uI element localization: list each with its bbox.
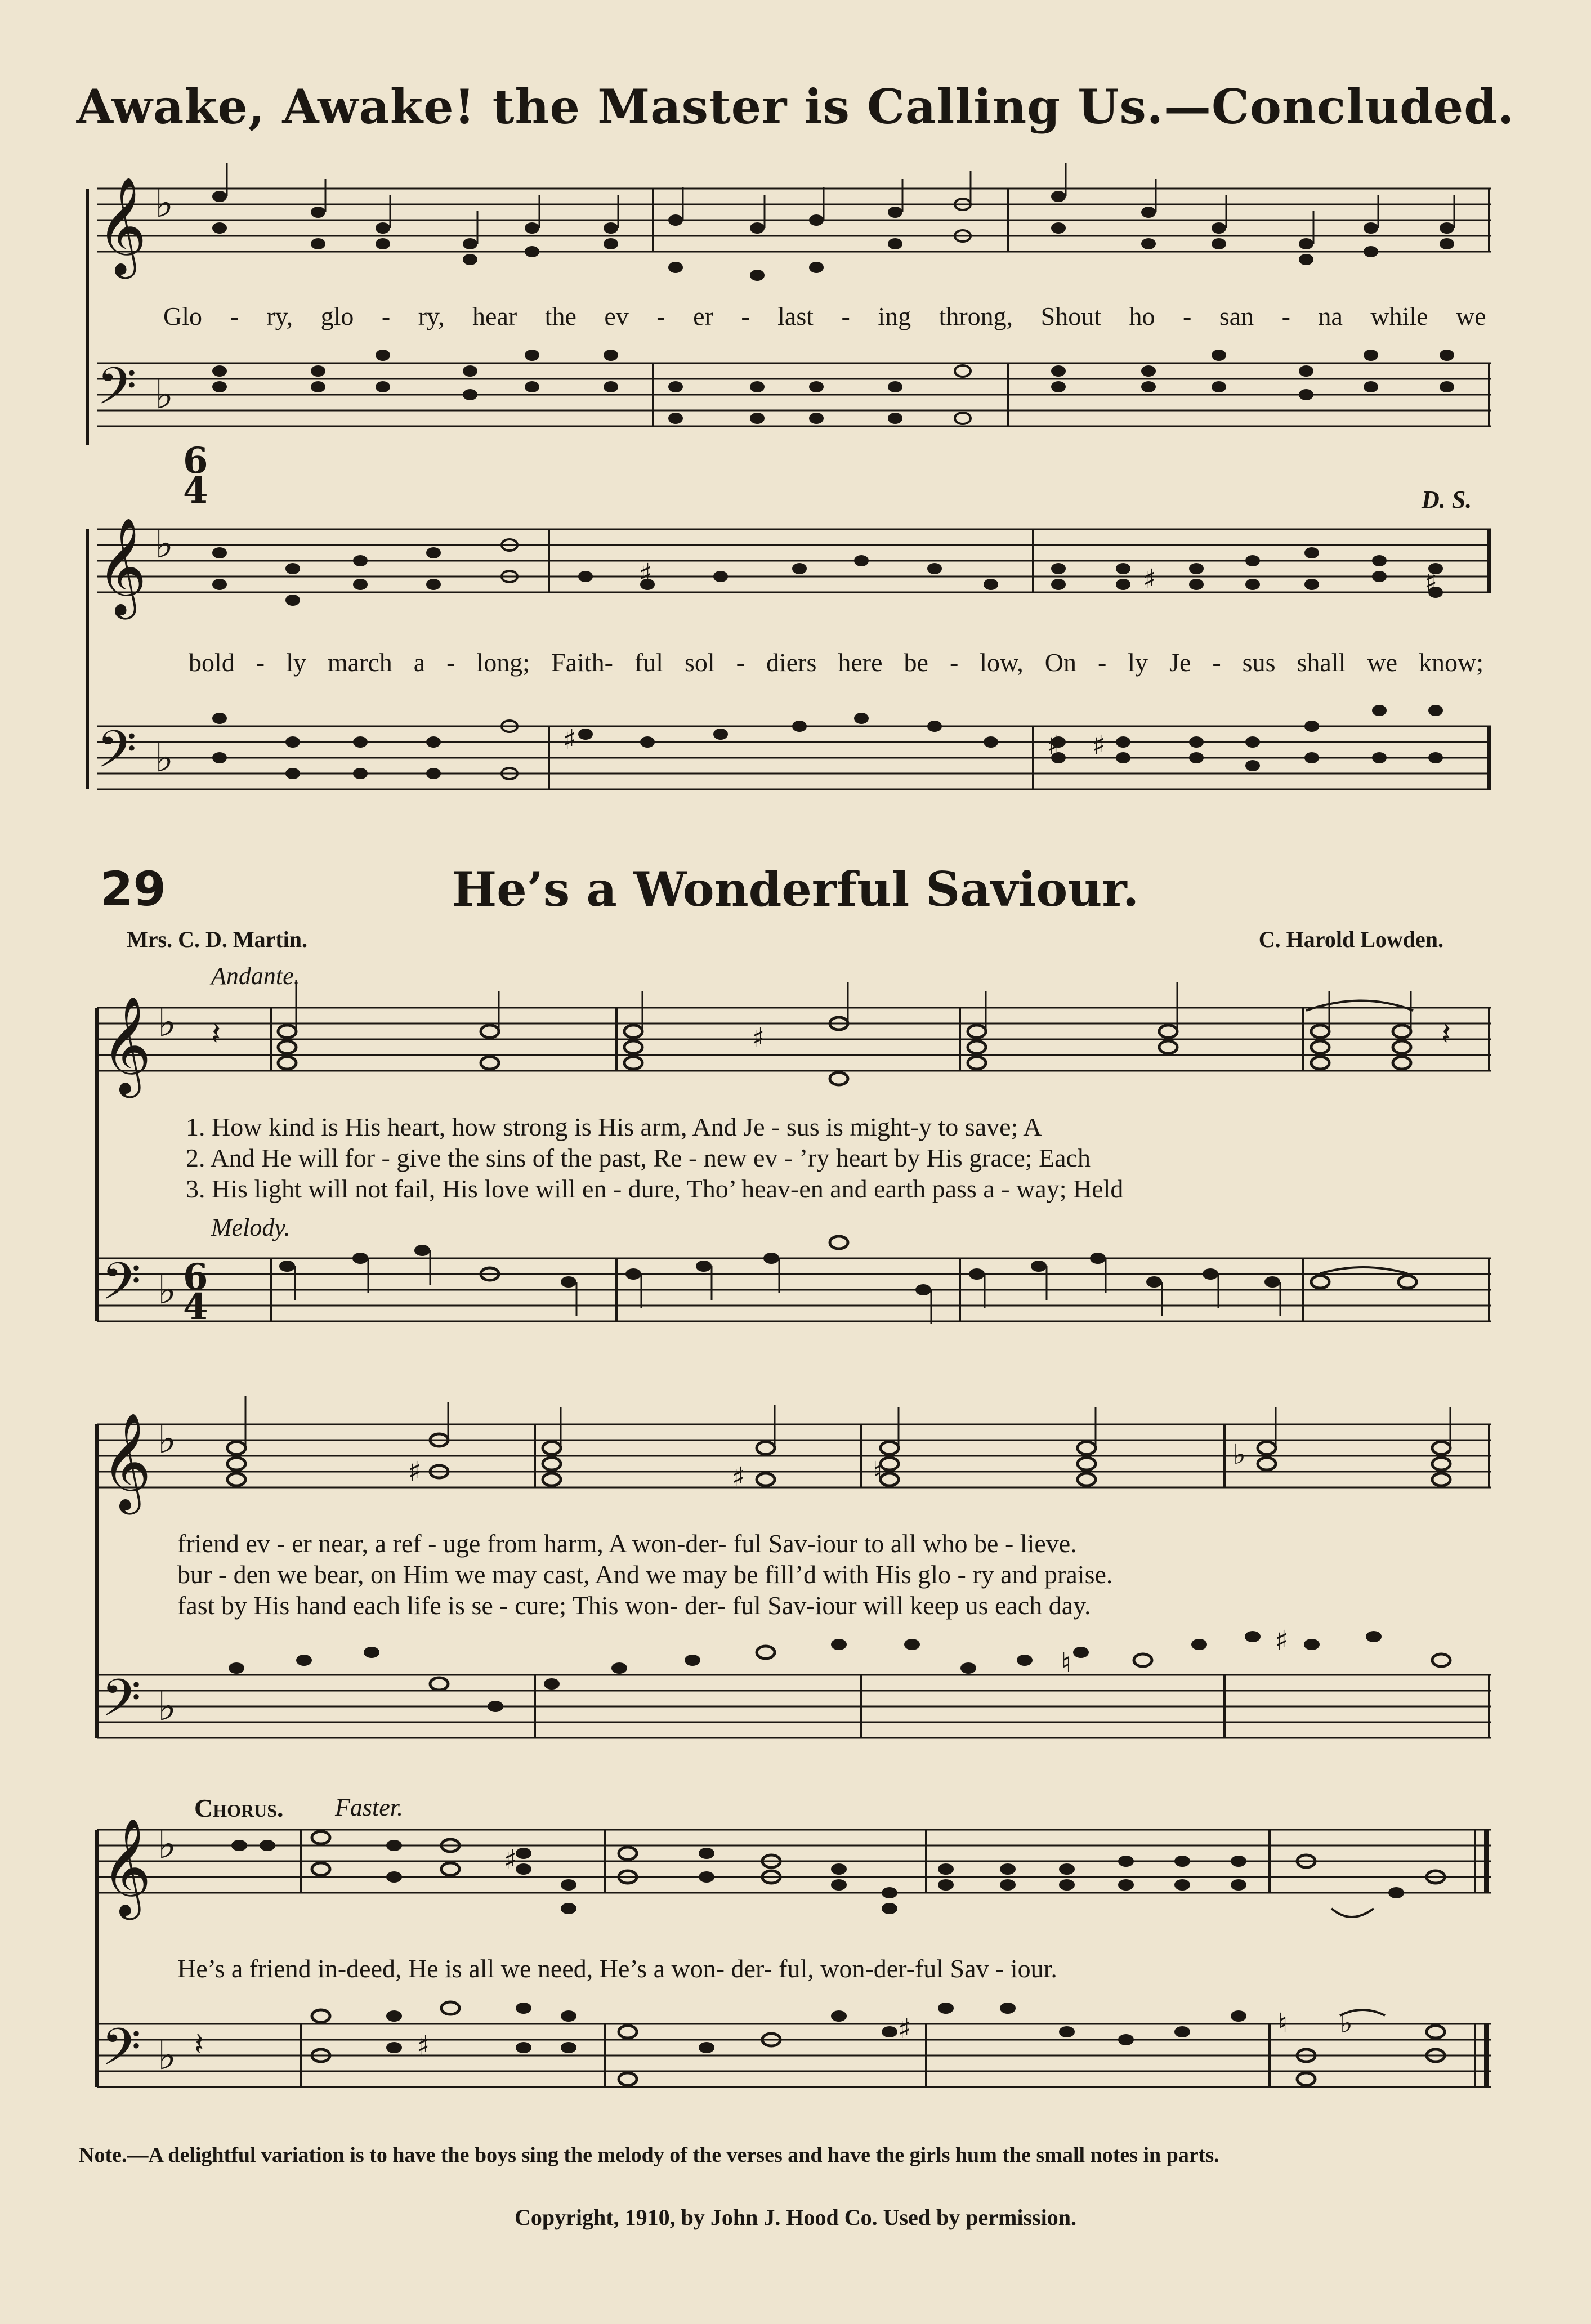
- svg-text:𝄞: 𝄞: [97, 177, 147, 275]
- lyric-syllable: we: [1456, 302, 1486, 330]
- lyricist-credit: Mrs. C. D. Martin.: [127, 927, 308, 952]
- svg-text:♯: ♯: [417, 2030, 430, 2062]
- lyric-syllable: last: [777, 302, 814, 330]
- svg-text:♭: ♭: [158, 1416, 177, 1462]
- svg-text:♭: ♭: [158, 999, 177, 1045]
- svg-text:♯: ♯: [563, 724, 576, 756]
- system-5-treble: [97, 1830, 1491, 1893]
- lyric-syllable: sus: [1242, 648, 1276, 677]
- svg-text:♭: ♭: [1340, 2008, 1353, 2039]
- lyric-syllable: here: [838, 648, 883, 677]
- svg-text:♯: ♯: [1143, 564, 1156, 595]
- svg-text:♮: ♮: [873, 1456, 883, 1487]
- svg-text:6: 6: [183, 1256, 208, 1298]
- svg-text:♯: ♯: [1275, 1625, 1289, 1656]
- chorus-tempo: Faster.: [335, 1794, 403, 1821]
- system-1-bass: [97, 363, 1491, 426]
- copyright-notice: Copyright, 1910, by John J. Hood Co. Used by permission.: [515, 2205, 1076, 2230]
- ds-mark: D. S.: [1422, 486, 1472, 513]
- top-lyrics-line-1: [163, 301, 1486, 331]
- svg-text:♭: ♭: [158, 2032, 177, 2079]
- svg-text:♭: ♭: [158, 1821, 177, 1867]
- svg-text:♭: ♭: [158, 1683, 177, 1729]
- verse-2-line-1: 2. And He will for - give the sins of the past, Re - new ev - ’ry heart by His grace; Each: [186, 1143, 1091, 1172]
- svg-text:♭: ♭: [155, 521, 174, 567]
- lyric-syllable: -: [741, 302, 750, 330]
- svg-text:♮: ♮: [1061, 1647, 1071, 1679]
- verse-3-line-1: 3. His light will not fail, His love will en - dure, Tho’ heav-en and earth pass a - way; Held: [186, 1174, 1124, 1203]
- lyric-syllable: bold: [189, 648, 235, 677]
- lyric-syllable: long;: [476, 648, 530, 677]
- svg-text:6: 6: [183, 440, 208, 482]
- accidentals: [408, 558, 1437, 2062]
- system-3-treble: [97, 1008, 1491, 1071]
- lyric-syllable: -: [736, 648, 745, 677]
- lyric-syllable: throng,: [938, 302, 1013, 330]
- lyric-syllable: sol: [685, 648, 715, 677]
- svg-text:𝄞: 𝄞: [97, 517, 147, 615]
- system-4-bass: [97, 1675, 1491, 1738]
- lyric-syllable: Glo: [163, 302, 202, 330]
- svg-text:𝄞: 𝄞: [101, 1413, 151, 1510]
- lyric-syllable: -: [1183, 302, 1192, 330]
- performance-note: Note.—A delightful variation is to have the boys sing the melody of the verses and have the girls hum the small notes in parts.: [79, 2143, 1219, 2167]
- lyric-syllable: er: [693, 302, 713, 330]
- lyric-syllable: while: [1370, 302, 1428, 330]
- tempo-marking: Andante.: [211, 962, 300, 990]
- system-4-treble: [97, 1424, 1491, 1487]
- svg-text:♮: ♮: [1278, 2008, 1288, 2039]
- svg-text:𝄢: 𝄢: [97, 719, 137, 792]
- svg-text:♯: ♯: [1092, 730, 1106, 761]
- verse-1-line-1: 1. How kind is His heart, how strong is His arm, And Je - sus is might-y to save; A: [186, 1112, 1042, 1141]
- system-barlines: [87, 189, 97, 2087]
- svg-text:♯: ♯: [752, 1022, 765, 1054]
- svg-text:♯: ♯: [1047, 730, 1061, 761]
- system-3-bass: [97, 1258, 1491, 1321]
- quarter-notes: [229, 1245, 1404, 2053]
- lyric-syllable: ly: [286, 648, 306, 677]
- chorus-line: He’s a friend in-deed, He is all we need, He’s a won- der- ful, won-der-ful Sav - iour.: [177, 1954, 1057, 1983]
- svg-text:𝄢: 𝄢: [101, 2017, 141, 2089]
- lyric-syllable: Je: [1169, 648, 1191, 677]
- svg-text:4: 4: [183, 470, 208, 512]
- verse-3-line-2: fast by His hand each life is se - cure; This won- der- ful Sav-iour will keep us each day.: [177, 1591, 1091, 1620]
- svg-text:♯: ♯: [898, 2013, 911, 2045]
- clefs: [97, 177, 151, 2089]
- svg-text:𝄢: 𝄢: [101, 1252, 141, 1324]
- lyric-syllable: shall: [1297, 648, 1346, 677]
- verse-2-line-2: bur - den we bear, on Him we may cast, And we may be fill’d with His glo - ry and praise.: [177, 1560, 1113, 1589]
- lyric-syllable: low,: [980, 648, 1024, 677]
- svg-text:𝄞: 𝄞: [101, 996, 151, 1094]
- hymn-title: He’s a Wonderful Saviour.: [452, 861, 1139, 917]
- lyric-syllable: -: [949, 648, 959, 677]
- svg-text:♭: ♭: [155, 735, 174, 781]
- lyric-syllable: -: [381, 302, 391, 330]
- svg-text:𝄽: 𝄽: [1441, 1016, 1451, 1052]
- lyric-syllable: -: [1212, 648, 1221, 677]
- system-1-treble: [97, 189, 1491, 252]
- svg-text:♭: ♭: [158, 1267, 177, 1313]
- note-stems: [227, 163, 1454, 1448]
- melody-label: Melody.: [211, 1214, 291, 1241]
- lyric-syllable: we: [1367, 648, 1397, 677]
- svg-text:𝄽: 𝄽: [211, 1016, 221, 1052]
- lyric-syllable: -: [446, 648, 455, 677]
- lyric-syllable: ev: [604, 302, 629, 330]
- svg-text:𝄢: 𝄢: [101, 1668, 141, 1740]
- lyric-syllable: glo: [320, 302, 354, 330]
- lyric-syllable: hear: [472, 302, 517, 330]
- system-2-treble: [97, 529, 1491, 592]
- lyric-syllable: -: [1281, 302, 1290, 330]
- lyric-syllable: san: [1219, 302, 1254, 330]
- lyric-syllable: be: [904, 648, 928, 677]
- lyric-syllable: ful: [634, 648, 664, 677]
- svg-text:♭: ♭: [155, 372, 174, 418]
- svg-text:♭: ♭: [1233, 1439, 1246, 1471]
- system-2-bass: [97, 726, 1491, 789]
- lyric-syllable: Faith-: [551, 648, 613, 677]
- lyric-syllable: ing: [878, 302, 911, 330]
- lyric-syllable: ry,: [418, 302, 445, 330]
- lyric-syllable: ly: [1128, 648, 1148, 677]
- composer-credit: C. Harold Lowden.: [1258, 927, 1443, 952]
- lyric-syllable: On: [1044, 648, 1076, 677]
- svg-text:𝄢: 𝄢: [97, 356, 137, 428]
- key-signatures: [155, 180, 176, 2079]
- lyric-syllable: ho: [1129, 302, 1155, 330]
- lyric-syllable: know;: [1418, 648, 1483, 677]
- lyric-syllable: -: [1097, 648, 1107, 677]
- slurs: [1306, 1001, 1413, 2016]
- lyric-syllable: march: [327, 648, 392, 677]
- svg-text:♯: ♯: [1424, 566, 1438, 598]
- svg-text:𝄽: 𝄽: [194, 2026, 204, 2063]
- chorus-label: Chorus.: [194, 1794, 284, 1822]
- lyric-syllable: the: [544, 302, 576, 330]
- svg-text:♯: ♯: [408, 1456, 422, 1487]
- lyric-syllable: ry,: [266, 302, 293, 330]
- lyric-syllable: -: [656, 302, 665, 330]
- svg-text:♭: ♭: [155, 180, 174, 226]
- hymn-number: 29: [100, 861, 166, 917]
- top-lyrics-line-2: [189, 647, 1483, 677]
- svg-text:♯: ♯: [732, 1462, 745, 1493]
- verse-1-line-2: friend ev - er near, a ref - uge from harm, A won-der- ful Sav-iour to all who be - lieve.: [177, 1529, 1077, 1558]
- svg-text:♯: ♯: [639, 558, 653, 589]
- top-song-title: Awake, Awake! the Master is Calling Us.—Concluded.: [76, 79, 1515, 135]
- lyric-syllable: a: [413, 648, 426, 677]
- lyric-syllable: -: [256, 648, 265, 677]
- svg-text:♯: ♯: [504, 1844, 517, 1876]
- lyric-syllable: -: [230, 302, 239, 330]
- lyric-syllable: Shout: [1040, 302, 1102, 330]
- lyric-syllable: na: [1318, 302, 1343, 330]
- svg-text:4: 4: [183, 1286, 208, 1328]
- lyric-syllable: diers: [766, 648, 817, 677]
- svg-text:𝄞: 𝄞: [101, 1818, 151, 1916]
- note-heads: [212, 191, 1454, 779]
- lyric-syllable: -: [841, 302, 850, 330]
